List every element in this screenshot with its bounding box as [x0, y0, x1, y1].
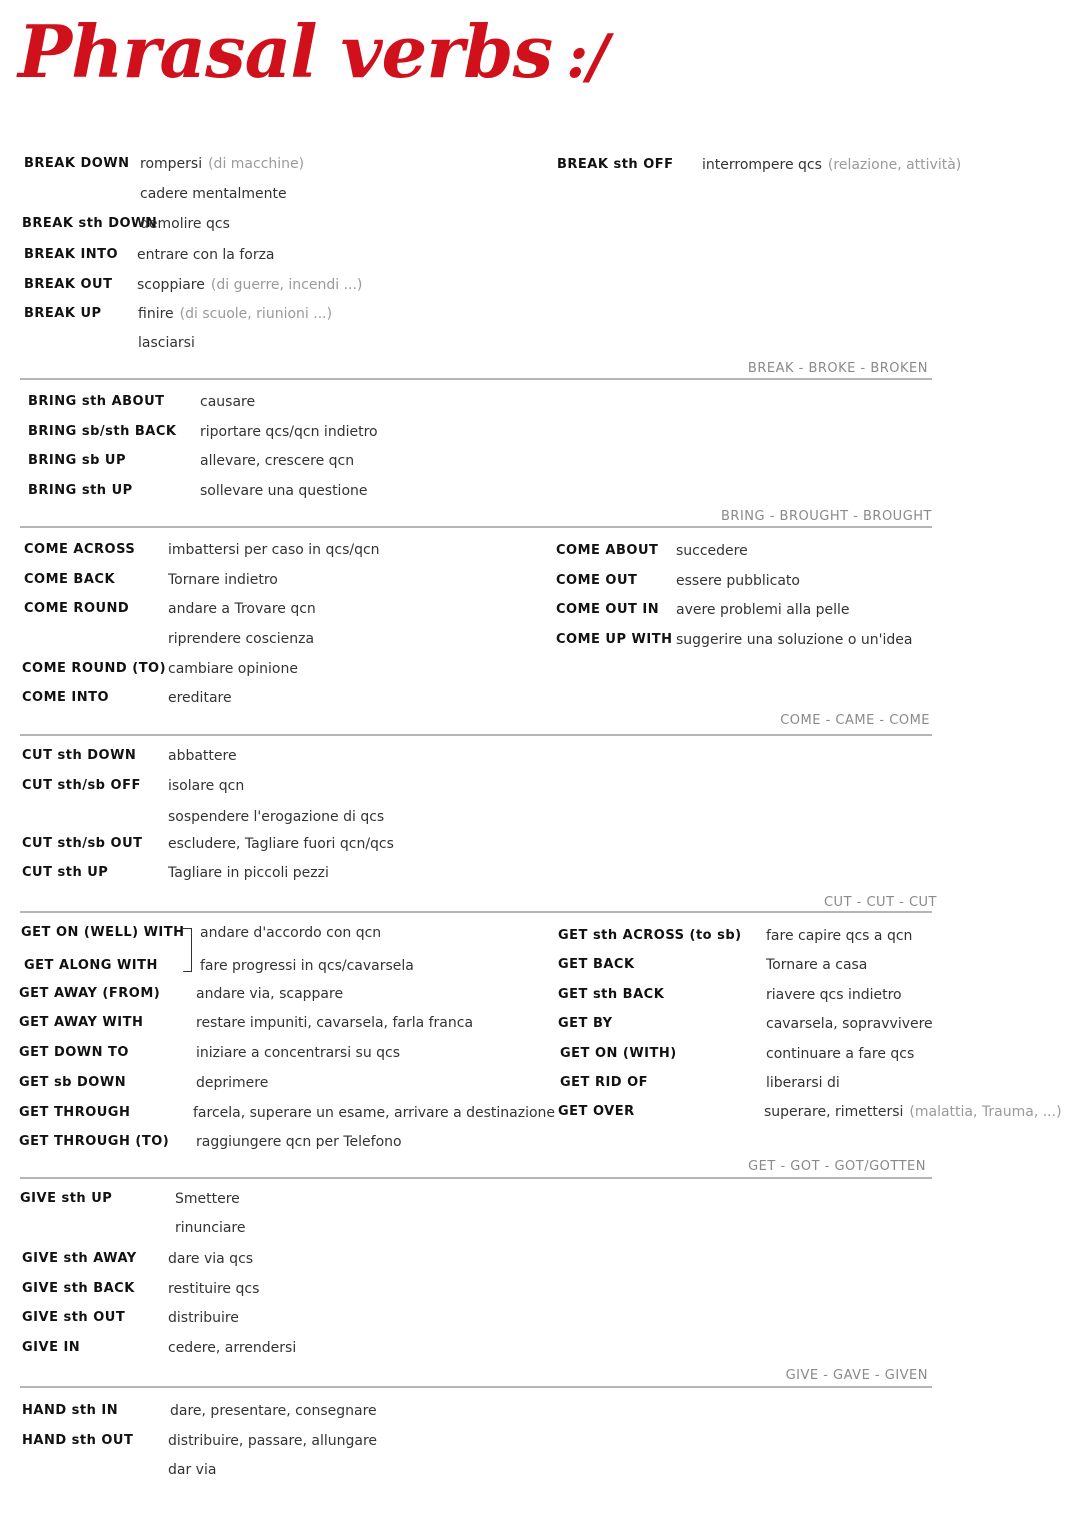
phrasal-verb: BRING sth UP [28, 483, 133, 498]
verb-forms-label: GET - GOT - GOT/GOTTEN [748, 1159, 926, 1174]
meaning-text: riavere qcs indietro [766, 987, 902, 1003]
meaning-text: avere problemi alla pelle [676, 602, 850, 618]
phrasal-verb: CUT sth/sb OFF [22, 778, 141, 793]
phrasal-verb: GET AWAY WITH [19, 1015, 144, 1030]
verb-meaning [200, 925, 381, 941]
meaning-text: raggiungere qcn per Telefono [196, 1134, 402, 1150]
meaning-text: restituire qcs [168, 1281, 260, 1297]
phrasal-verb: COME OUT IN [556, 602, 660, 617]
verb-meaning [766, 928, 912, 944]
verb-meaning [168, 748, 237, 764]
verb-meaning [168, 836, 394, 852]
phrasal-verb: GIVE sth UP [20, 1191, 113, 1206]
verb-meaning [200, 483, 368, 499]
page-title [18, 9, 609, 94]
verb-meaning [676, 573, 800, 589]
phrasal-verb: HAND sth IN [22, 1403, 119, 1418]
meaning-text: imbattersi per caso in qcs/qcn [168, 542, 380, 558]
verb-meaning [168, 1433, 377, 1449]
phrasal-verb: GET BACK [558, 957, 635, 972]
phrasal-verb: GET ALONG WITH [24, 958, 158, 973]
meaning-text: abbattere [168, 748, 237, 764]
meaning-text: entrare con la forza [137, 247, 275, 263]
phrasal-verb: COME UP WITH [556, 632, 673, 647]
phrasal-verb: COME ACROSS [24, 542, 136, 557]
meaning-text: demolire qcs [140, 216, 230, 232]
meaning-text: lasciarsi [138, 335, 195, 351]
verb-meaning [140, 186, 287, 202]
verb-meaning [168, 1462, 216, 1478]
meaning-text: sollevare una questione [200, 483, 368, 499]
phrasal-verb: GET ON (WELL) WITH [21, 925, 185, 940]
phrasal-verb: GIVE IN [22, 1340, 81, 1355]
meaning-text: andare d'accordo con qcn [200, 925, 382, 941]
phrasal-verb: BREAK sth DOWN [22, 216, 158, 231]
meaning-text: Smettere [175, 1191, 240, 1207]
meaning-text: fare progressi in qcs/cavarsela [200, 958, 414, 974]
phrasal-verb: COME ABOUT [556, 543, 659, 558]
verb-meaning [196, 1015, 473, 1031]
meaning-note: (di macchine) [208, 156, 305, 172]
verb-meaning [137, 277, 362, 293]
phrasal-verb: CUT sth UP [22, 865, 109, 880]
phrasal-verb: BREAK DOWN [24, 156, 130, 171]
meaning-text: allevare, crescere qcn [200, 453, 355, 469]
meaning-note: (di scuole, riunioni ...) [179, 306, 333, 322]
verb-forms-label: COME - CAME - COME [780, 713, 930, 728]
meaning-text: superare, rimettersi [764, 1104, 904, 1120]
meaning-text: Tornare indietro [168, 572, 278, 588]
section-divider [20, 1386, 932, 1388]
verb-meaning [200, 424, 378, 440]
meaning-text: scoppiare [137, 277, 205, 293]
verb-meaning [138, 306, 332, 322]
meaning-text: rinunciare [175, 1220, 246, 1236]
phrasal-verb: GET THROUGH [19, 1105, 131, 1120]
verb-meaning [766, 1016, 933, 1032]
phrasal-verb: BREAK UP [24, 306, 102, 321]
phrasal-verb: GET DOWN TO [19, 1045, 129, 1060]
phrasal-verb: GIVE sth AWAY [22, 1251, 137, 1266]
phrasal-verb: GIVE sth BACK [22, 1281, 135, 1296]
meaning-text: rompersi [140, 156, 203, 172]
meaning-text: sospendere l'erogazione di qcs [168, 809, 385, 825]
meaning-text: continuare a fare qcs [766, 1046, 915, 1062]
meaning-text: cedere, arrendersi [168, 1340, 297, 1356]
verb-meaning [175, 1220, 246, 1236]
verb-meaning [137, 247, 275, 263]
verb-meaning [766, 1075, 840, 1091]
verb-meaning [196, 1045, 400, 1061]
emoticon-icon: :/ [566, 22, 609, 92]
phrasal-verb: BRING sb UP [28, 453, 126, 468]
verb-meaning [764, 1104, 1062, 1120]
section-divider [20, 378, 932, 380]
phrasal-verb: COME ROUND [24, 601, 130, 616]
phrasal-verb: GET sth ACROSS (to sb) [558, 928, 742, 943]
section-divider [20, 526, 932, 528]
title-text: Phrasal verbs [18, 9, 553, 94]
phrasal-verb: GIVE sth OUT [22, 1310, 126, 1325]
meaning-text: cadere mentalmente [140, 186, 287, 202]
phrasal-verb: COME INTO [22, 690, 110, 705]
phrasal-verb: CUT sth DOWN [22, 748, 137, 763]
meaning-note: (di guerre, incendi ...) [210, 277, 363, 293]
verb-meaning [702, 157, 961, 173]
meaning-text: iniziare a concentrarsi su qcs [196, 1045, 401, 1061]
meaning-text: finire [138, 306, 174, 322]
verb-meaning [168, 601, 316, 617]
phrasal-verb: GET THROUGH (TO) [19, 1134, 170, 1149]
verb-meaning [168, 661, 298, 677]
verb-meaning [168, 809, 384, 825]
verb-meaning [168, 778, 244, 794]
phrasal-verb: BRING sth ABOUT [28, 394, 165, 409]
phrasal-verb: CUT sth/sb OUT [22, 836, 143, 851]
meaning-text: escludere, Tagliare fuori qcn/qcs [168, 836, 394, 852]
verb-forms-label: BRING - BROUGHT - BROUGHT [721, 509, 932, 524]
verb-meaning [140, 156, 304, 172]
meaning-text: restare impuniti, cavarsela, farla franca [196, 1015, 474, 1031]
meaning-note: (malattia, Trauma, ...) [909, 1104, 1062, 1120]
verb-meaning [200, 958, 414, 974]
verb-meaning [766, 957, 867, 973]
verb-meaning [676, 632, 912, 648]
meaning-text: Tornare a casa [766, 957, 868, 973]
meaning-text: distribuire, passare, allungare [168, 1433, 378, 1449]
phrasal-verb: HAND sth OUT [22, 1433, 134, 1448]
verb-forms-label: CUT - CUT - CUT [823, 895, 937, 910]
verb-meaning [200, 453, 354, 469]
phrasal-verb: COME ROUND (TO) [22, 661, 167, 676]
verb-meaning [168, 1340, 296, 1356]
meaning-text: andare via, scappare [196, 986, 344, 1002]
meaning-text: suggerire una soluzione o un'idea [676, 632, 913, 648]
meaning-text: cavarsela, sopravvivere [766, 1016, 933, 1032]
verb-meaning [196, 1075, 268, 1091]
meaning-text: distribuire [168, 1310, 239, 1326]
meaning-text: dare, presentare, consegnare [170, 1403, 377, 1419]
phrasal-verb: COME OUT [556, 573, 638, 588]
phrasal-verb: GET sth BACK [558, 987, 665, 1002]
meaning-text: cambiare opinione [168, 661, 298, 677]
meaning-text: causare [200, 394, 256, 410]
meaning-text: andare a Trovare qcn [168, 601, 316, 617]
verb-meaning [168, 542, 380, 558]
meaning-text: deprimere [196, 1075, 269, 1091]
phrasal-verb: GET ON (WITH) [560, 1046, 677, 1061]
meaning-note: (relazione, attività) [827, 157, 962, 173]
meaning-text: fare capire qcs a qcn [766, 928, 913, 944]
phrasal-verb: GET sb DOWN [19, 1075, 127, 1090]
phrasal-verb: GET BY [558, 1016, 613, 1031]
phrasal-verb: GET RID OF [560, 1075, 649, 1090]
phrasal-verb: BREAK OUT [24, 277, 113, 292]
meaning-text: succedere [676, 543, 748, 559]
verb-meaning [168, 1281, 259, 1297]
meaning-text: interrompere qcs [702, 157, 822, 173]
verb-meaning [200, 394, 255, 410]
phrasal-verb: BREAK INTO [24, 247, 119, 262]
meaning-text: liberarsi di [766, 1075, 840, 1091]
phrasal-verb: COME BACK [24, 572, 116, 587]
verb-meaning [168, 631, 314, 647]
verb-meaning [175, 1191, 240, 1207]
verb-meaning [196, 986, 343, 1002]
phrasal-verb: GET OVER [558, 1104, 635, 1119]
phrasal-verb: GET AWAY (FROM) [19, 986, 161, 1001]
verb-meaning [138, 335, 195, 351]
verb-meaning [766, 987, 902, 1003]
section-divider [20, 734, 932, 736]
verb-meaning [193, 1105, 555, 1121]
verb-forms-label: BREAK - BROKE - BROKEN [747, 361, 928, 376]
meaning-text: ereditare [168, 690, 232, 706]
verb-meaning [168, 865, 329, 881]
verb-meaning [766, 1046, 914, 1062]
meaning-text: isolare qcn [168, 778, 245, 794]
meaning-text: farcela, superare un esame, arrivare a destinazione [193, 1105, 556, 1121]
verb-meaning [676, 543, 748, 559]
meaning-text: riprendere coscienza [168, 631, 315, 647]
section-divider [20, 911, 932, 913]
meaning-text: dar via [168, 1462, 217, 1478]
meaning-text: riportare qcs/qcn indietro [200, 424, 378, 440]
verb-meaning [676, 602, 850, 618]
verb-meaning [170, 1403, 377, 1419]
verb-meaning [168, 1310, 239, 1326]
verb-meaning [168, 690, 232, 706]
verb-meaning [140, 216, 230, 232]
phrasal-verb: BRING sb/sth BACK [28, 424, 177, 439]
verb-meaning [168, 572, 278, 588]
verb-meaning [196, 1134, 402, 1150]
phrasal-verb: BREAK sth OFF [557, 157, 674, 172]
meaning-text: dare via qcs [168, 1251, 254, 1267]
verb-meaning [168, 1251, 253, 1267]
meaning-text: essere pubblicato [676, 573, 800, 589]
section-divider [20, 1177, 932, 1179]
meaning-text: Tagliare in piccoli pezzi [168, 865, 329, 881]
grouping-bracket [183, 928, 192, 972]
verb-forms-label: GIVE - GAVE - GIVEN [785, 1368, 928, 1383]
